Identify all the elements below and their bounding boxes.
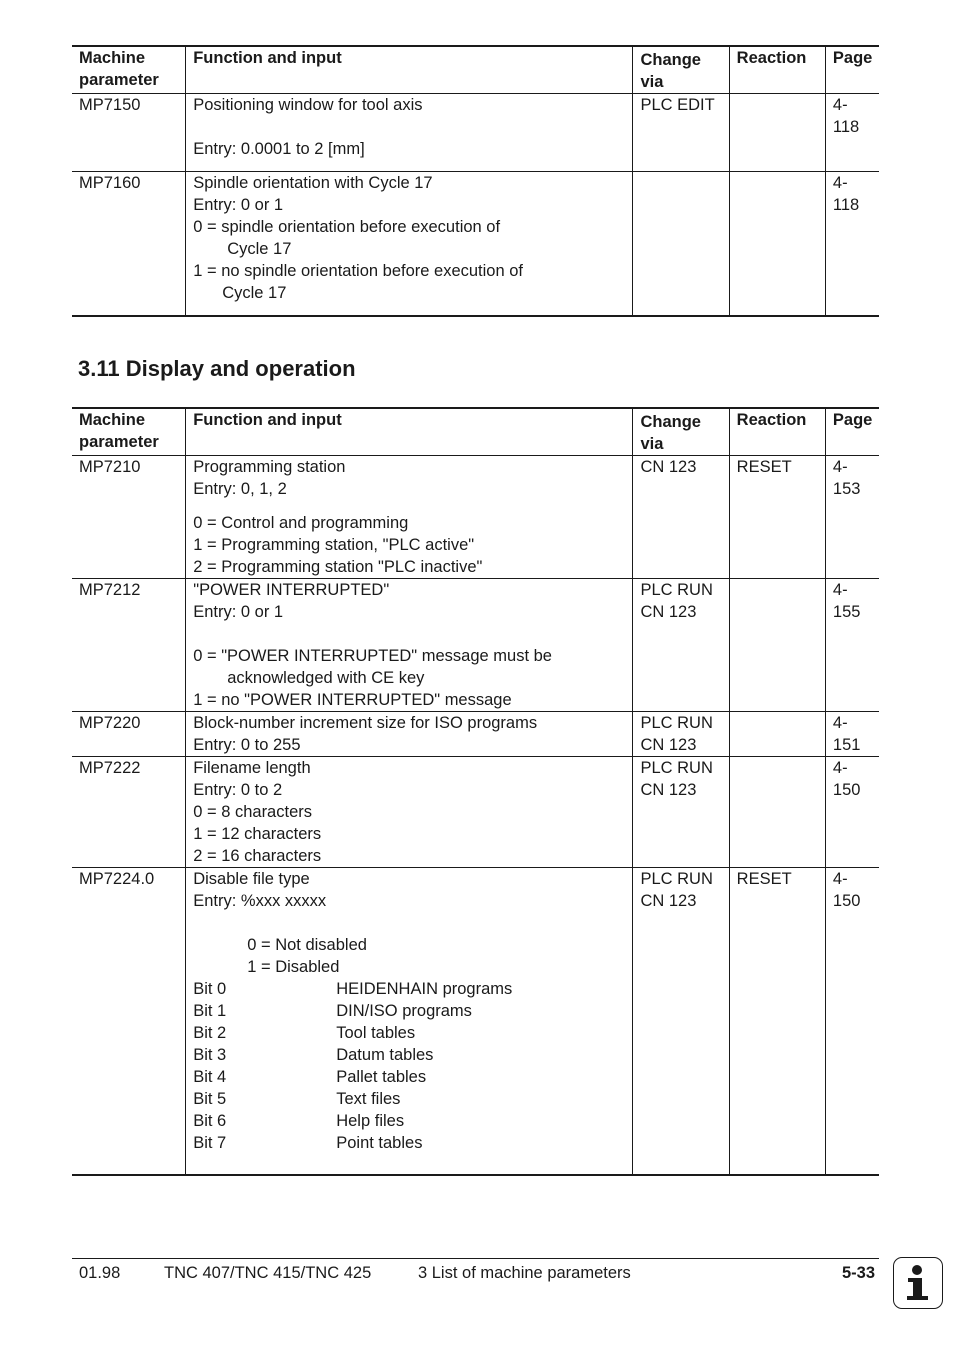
function-cell: Disable file type Entry: %xxx xxxxx 0 = Not disabled 1 = Disabled Bit 0 HEIDENHAIN programs Bit 1 DIN/ISO programs Bit 2 Tool tables Bit 3 Datum tables Bit 4 Pallet tables Bit 5 Text files Bit 6 Help files Bit 7 Point tables: [186, 868, 633, 1175]
page-ref: 4-155: [825, 579, 879, 712]
footer-date: 01.98: [79, 1264, 121, 1282]
reaction-cell: [729, 757, 825, 868]
info-icon: [893, 1257, 943, 1309]
change-via-cell: PLC RUN CN 123: [633, 712, 729, 757]
table-row: [72, 712, 879, 757]
table-header-row: [72, 408, 879, 456]
header-function-and-input: Function and input: [186, 46, 633, 94]
change-via-cell: PLC RUN CN 123: [633, 579, 729, 712]
param-id: MP7224.0: [79, 870, 155, 888]
change-via-cell: PLC EDIT: [633, 94, 729, 172]
bit-row: Bit 6 Help files: [193, 1112, 405, 1130]
bit-row: Bit 7 Point tables: [193, 1134, 423, 1152]
machine-parameter-table-1: [72, 45, 879, 317]
page-ref: 4-150: [825, 757, 879, 868]
change-via-cell: PLC RUN CN 123: [633, 868, 729, 1175]
reaction-cell: RESET: [729, 456, 825, 579]
param-id: MP7222: [79, 759, 141, 777]
footer-chapter: 3 List of machine parameters: [418, 1264, 631, 1282]
page-ref: 4-118: [825, 94, 879, 172]
table-row: [72, 94, 879, 172]
function-cell: Positioning window for tool axis Entry: 0.0001 to 2 [mm]: [186, 94, 633, 172]
reaction-cell: [729, 172, 825, 316]
page-ref: 4-150: [825, 868, 879, 1175]
footer-models: TNC 407/TNC 415/TNC 425: [164, 1264, 372, 1282]
footer-divider: [72, 1258, 879, 1259]
header-machine-parameter: Machine parameter: [79, 49, 159, 89]
change-via-cell: PLC RUN CN 123: [633, 757, 729, 868]
bit-row: Bit 1 DIN/ISO programs: [193, 1002, 472, 1020]
param-id: MP7210: [79, 458, 141, 476]
reaction-cell: [729, 712, 825, 757]
header-page: Page: [825, 46, 879, 94]
header-change-via: Change via: [633, 408, 729, 456]
table-row: [72, 757, 879, 868]
page-ref: 4-151: [825, 712, 879, 757]
header-reaction: Reaction: [729, 46, 825, 94]
table-row: [72, 456, 879, 579]
table-row: [72, 579, 879, 712]
bit-row: Bit 2 Tool tables: [193, 1024, 416, 1042]
change-via-cell: CN 123: [633, 456, 729, 579]
table-row: [72, 172, 879, 316]
param-id: MP7150: [79, 96, 141, 114]
param-id: MP7212: [79, 581, 141, 599]
page-ref: 4-118: [825, 172, 879, 316]
function-cell: Programming station Entry: 0, 1, 2 0 = Control and programming 1 = Programming station, "PLC active" 2 = Programming station "PLC inactive": [186, 456, 633, 579]
header-machine-parameter: Machine parameter: [79, 411, 159, 451]
section-title: 3.11 Display and operation: [78, 356, 356, 381]
function-cell: Spindle orientation with Cycle 17 Entry: 0 or 1 0 = spindle orientation before execution of Cycle 17 1 = no spindle orientation before execution of Cycle 17: [186, 172, 633, 316]
param-id: MP7160: [79, 174, 141, 192]
reaction-cell: RESET: [729, 868, 825, 1175]
header-function-and-input: Function and input: [186, 408, 633, 456]
function-cell: Filename length Entry: 0 to 2 0 = 8 characters 1 = 12 characters 2 = 16 characters: [186, 757, 633, 868]
bit-row: Bit 4 Pallet tables: [193, 1068, 427, 1086]
page-ref: 4-153: [825, 456, 879, 579]
footer-page-number: 5-33: [842, 1264, 876, 1282]
table-header-row: [72, 46, 879, 94]
header-change-via: Change via: [633, 46, 729, 94]
function-cell: Block-number increment size for ISO programs Entry: 0 to 255: [186, 712, 633, 757]
machine-parameter-table-2: [72, 407, 879, 1176]
header-reaction: Reaction: [729, 408, 825, 456]
change-via-cell: [633, 172, 729, 316]
function-cell: "POWER INTERRUPTED" Entry: 0 or 1 0 = "POWER INTERRUPTED" message must be acknowledged with CE key 1 = no "POWER INTERRUPTED" message: [186, 579, 633, 712]
reaction-cell: [729, 579, 825, 712]
bit-row: Bit 3 Datum tables: [193, 1046, 434, 1064]
table-row: [72, 868, 879, 1175]
bit-row: Bit 5 Text files: [193, 1090, 401, 1108]
bit-row: Bit 0 HEIDENHAIN programs: [193, 980, 513, 998]
param-id: MP7220: [79, 714, 141, 732]
reaction-cell: [729, 94, 825, 172]
header-page: Page: [825, 408, 879, 456]
